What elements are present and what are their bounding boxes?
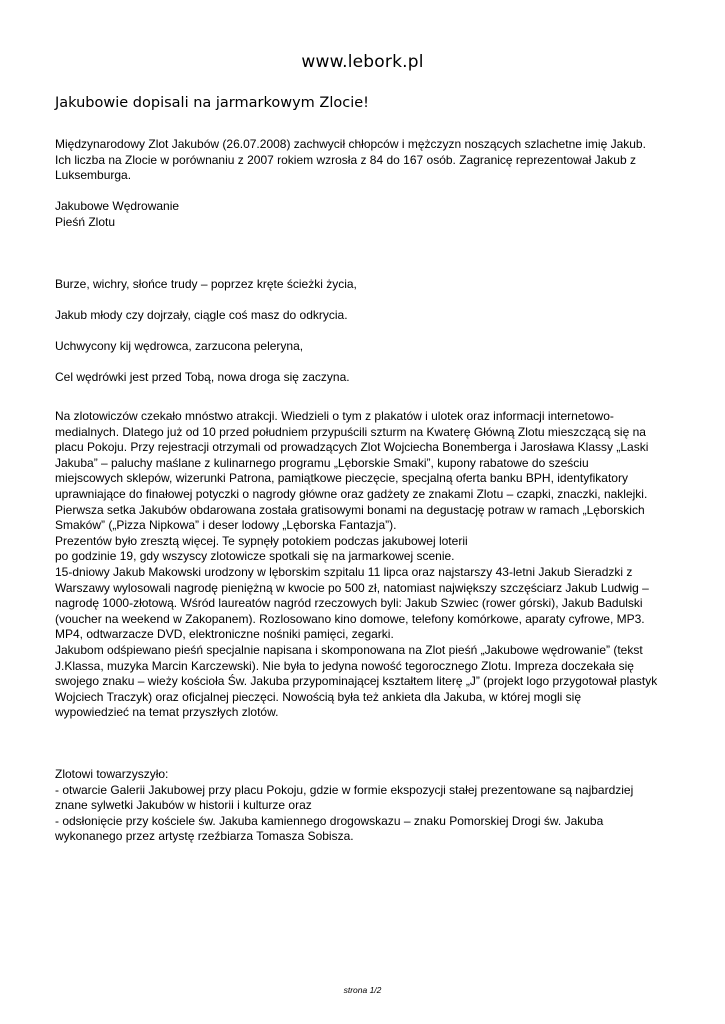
intro-line: Luksemburga. [55, 168, 132, 183]
intro-paragraph [55, 137, 675, 184]
list-line: - otwarcie Galerii Jakubowej przy placu Pokoju, gdzie w formie ekspozycji stałej prezentowane są najbardziej [55, 782, 634, 797]
body-line: placu Pokoju. Przy rejestracji otrzymali od prowadzących Zlot Wojciecha Bonemberga i Jarosława Klassy „Laski [55, 440, 649, 455]
body-line: Prezentów było zresztą więcej. Te sypnęły potokiem podczas jakubowej loterii [55, 533, 468, 548]
poem-line: Burze, wichry, słońce trudy – poprzez kręte ścieżki życia, [55, 276, 357, 291]
body-line: Smaków” („Pizza Nipkowa” i deser lodowy „Lęborska Fantazja”). [55, 518, 397, 533]
intro-line: Międzynarodowy Zlot Jakubów (26.07.2008) zachwycił chłopców i mężczyzn noszących szlachetne imię Jakub. [55, 137, 646, 151]
body-line: (voucher na weekend w Zakopanem). Rozlosowano kino domowe, telefony komórkowe, aparaty cyfrowe, MP3. [55, 611, 645, 626]
poem-title: Jakubowe Wędrowanie [55, 199, 180, 214]
body-line: nagrodę 1000-złotową. Wśród laureatów nagród rzeczowych byli: Jakub Szwiec (rower górski), Jakub Badulski [55, 596, 643, 611]
poem-subtitle: Pieśń Zlotu [55, 214, 116, 229]
list-line: znane sylwetki Jakubów w historii i kulturze oraz [55, 798, 312, 813]
article-body [55, 137, 675, 845]
body-line: Pierwsza setka Jakubów obdarowana została gratisowymi bonami na degustację potraw w ramach „Lęborskich [55, 502, 645, 517]
intro-line: Ich liczba na Zlocie w porównaniu z 2007 rokiem wzrosła z 84 do 167 osób. Zagranicę reprezentował Jakub z [55, 152, 636, 167]
list-line: Zlotowi towarzyszyło: [55, 766, 169, 781]
body-line: Jakubom odśpiewano pieśń specjalnie napisana i skomponowana na Zlot pieśń „Jakubowe wędrowanie” (tekst [55, 643, 643, 658]
poem-line: Jakub młody czy dojrzały, ciągle coś masz do odkrycia. [55, 307, 348, 322]
site-url-header: www.lebork.pl [301, 52, 424, 72]
body-line: MP4, odtwarzacze DVD, elektroniczne nośniki pamięci, zegarki. [55, 627, 394, 642]
body-line: 15-dniowy Jakub Makowski urodzony w lęborskim szpitalu 11 lipca oraz najstarszy 43-letni Jakub Sieradzki z [55, 565, 633, 580]
poem-line: Uchwycony kij wędrowca, zarzucona peleryna, [55, 338, 304, 353]
article-title: Jakubowie dopisali na jarmarkowym Zlocie! [55, 95, 369, 111]
events-list [55, 767, 675, 845]
body-line: Na zlotowiczów czekało mnóstwo atrakcji. Wiedzieli o tym z plakatów i ulotek oraz informacji internetowo- [55, 409, 614, 424]
body-line: miejscowych sklepów, wizerunki Patrona, pamiątkowe pieczęcie, specjalną oferta banku BPH, identyfikatory [55, 471, 628, 486]
body-line: J.Klassa, muzyka Marcin Karczewski). Nie była to jedyna nowość tegorocznego Zlotu. Impreza doczekała się [55, 658, 634, 673]
poem-line: Cel wędrówki jest przed Tobą, nowa droga się zaczyna. [55, 369, 350, 384]
body-line: Wojciech Traczyk) oraz oficjalnej pieczęci. Nowością była też ankieta dla Jakuba, w której mogli się [55, 689, 582, 704]
body-line: po godzinie 19, gdy wszyscy zlotowicze spotkali się na jarmarkowej scenie. [55, 549, 455, 564]
page-number: strona 1/2 [343, 985, 382, 995]
list-line: wykonanego przez artystę rzeźbiarza Tomasza Sobisza. [55, 829, 354, 844]
body-line: wypowiedzieć na temat przyszłych zlotów. [55, 705, 279, 720]
list-line: - odsłonięcie przy kościele św. Jakuba kamiennego drogowskazu – znaku Pomorskiej Drogi św. Jakuba [55, 813, 604, 828]
body-line: medialnych. Dlatego już od 10 przed południem przypuścili szturm na Kwaterę Główną Zlotu mieszczącą się na [55, 424, 646, 439]
body-line: swojego znaku – wieży kościoła Św. Jakuba przypominającej kształtem literę „J” (projekt logo przygotował plastyk [55, 674, 658, 689]
poem [55, 277, 675, 386]
body-line: Jakuba” – paluchy maślane z kulinarnego programu „Lęborskie Smaki”, kupony rabatowe do sześciu [55, 455, 589, 470]
poem-header [55, 199, 675, 230]
main-paragraph [55, 409, 675, 721]
body-line: uprawniające do finałowej potyczki o nagrody główne oraz gadżety ze znakami Zlotu – czapki, znaczki, naklejki. [55, 487, 648, 502]
body-line: Warszawy wylosowali nagrodę pieniężną w kwocie po 500 zł, natomiast największy szczęściarz Jakub Ludwig – [55, 580, 649, 595]
